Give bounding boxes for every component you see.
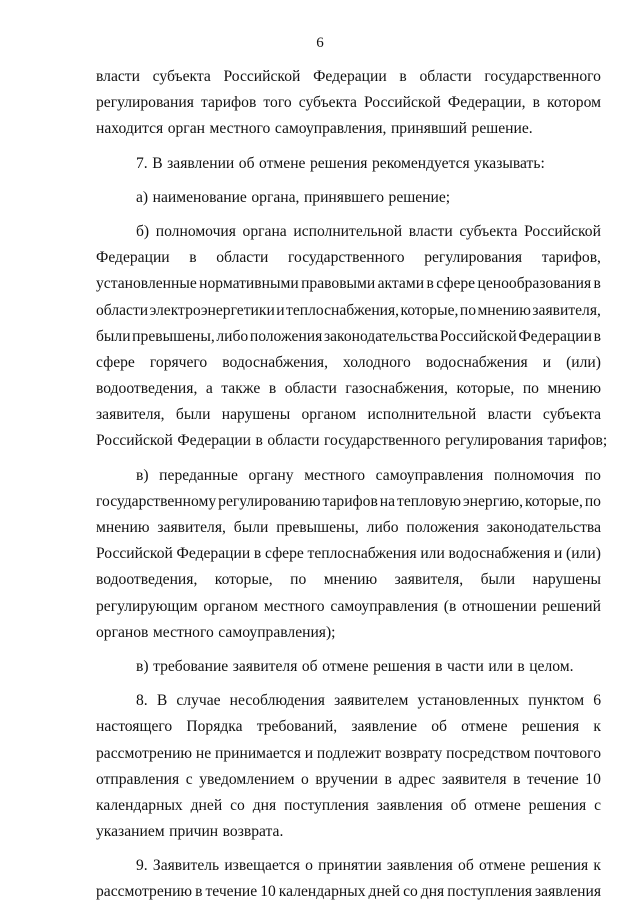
text-line: были превышены, либо положения законодательства Российской Федерации в bbox=[96, 327, 601, 345]
text-line: органов местного самоуправления); bbox=[96, 623, 336, 641]
text-line: Российской Федерации в сфере теплоснабжения или водоснабжения и (или) bbox=[96, 545, 601, 563]
text-line: а) наименование органа, принявшего решение; bbox=[136, 188, 451, 206]
page-number: 6 bbox=[316, 35, 324, 51]
text-line: рассмотрению не принимается и подлежит возврату посредством почтового bbox=[96, 744, 601, 762]
text-line: области электроэнергетики и теплоснабжения, которые, по мнению заявителя, bbox=[96, 301, 601, 319]
paragraph bbox=[96, 463, 601, 646]
text-line: водоотведения, которые, по мнению заявителя, были нарушены bbox=[96, 571, 601, 589]
text-line: власти субъекта Российской Федерации в области государственного bbox=[96, 68, 601, 85]
text-line: б) полномочия органа исполнительной власти субъекта Российской bbox=[136, 222, 601, 240]
text-line: заявителя, были нарушены органом исполнительной власти субъекта bbox=[96, 406, 601, 424]
text-line: водоотведения, а также в области газоснабжения, которые, по мнению bbox=[96, 380, 601, 398]
text-line: государственному регулированию тарифов на тепловую энергию, которые, по bbox=[96, 492, 601, 510]
text-line: календарных дней со дня поступления заявления об отмене решения с bbox=[96, 796, 601, 814]
paragraph bbox=[96, 151, 601, 177]
text-line: регулирования тарифов того субъекта Российской Федерации, в котором bbox=[96, 94, 601, 112]
text-line: 9. Заявитель извещается о принятии заявления об отмене решения к bbox=[136, 857, 601, 875]
text-line: в) переданные органу местного самоуправления полномочия по bbox=[136, 466, 601, 484]
text-line: мнению заявителя, были превышены, либо положения законодательства bbox=[96, 519, 601, 536]
text-line: находится орган местного самоуправления, принявший решение. bbox=[96, 120, 533, 138]
paragraph bbox=[96, 185, 601, 211]
text-line: 8. В случае несоблюдения заявителем установленных пунктом 6 bbox=[136, 692, 601, 710]
text-line: регулирующим органом местного самоуправления (в отношении решений bbox=[96, 597, 601, 615]
text-line: в) требование заявителя об отмене решения в части или в целом. bbox=[136, 657, 574, 675]
paragraph bbox=[96, 219, 608, 455]
paragraph bbox=[96, 654, 601, 680]
paragraph bbox=[96, 64, 601, 143]
text-line: Федерации в области государственного регулирования тарифов, bbox=[96, 249, 601, 267]
paragraph bbox=[96, 688, 601, 845]
text-line: настоящего Порядка требований, заявление об отмене решения к bbox=[96, 718, 601, 736]
paragraph bbox=[96, 853, 601, 905]
text-line: Российской Федерации в области государственного регулирования тарифов; bbox=[96, 432, 608, 450]
text-line: установленные нормативными правовыми актами в сфере ценообразования в bbox=[96, 275, 601, 293]
text-line: указанием причин возврата. bbox=[96, 823, 284, 841]
text-line: 7. В заявлении об отмене решения рекомендуется указывать: bbox=[136, 154, 545, 172]
text-line: рассмотрению в течение 10 календарных дней со дня поступления заявления bbox=[96, 883, 601, 901]
document-body bbox=[96, 64, 608, 906]
text-line: отправления с уведомлением о вручении в адрес заявителя в течение 10 bbox=[96, 770, 601, 788]
text-line: сфере горячего водоснабжения, холодного водоснабжения и (или) bbox=[96, 353, 601, 371]
